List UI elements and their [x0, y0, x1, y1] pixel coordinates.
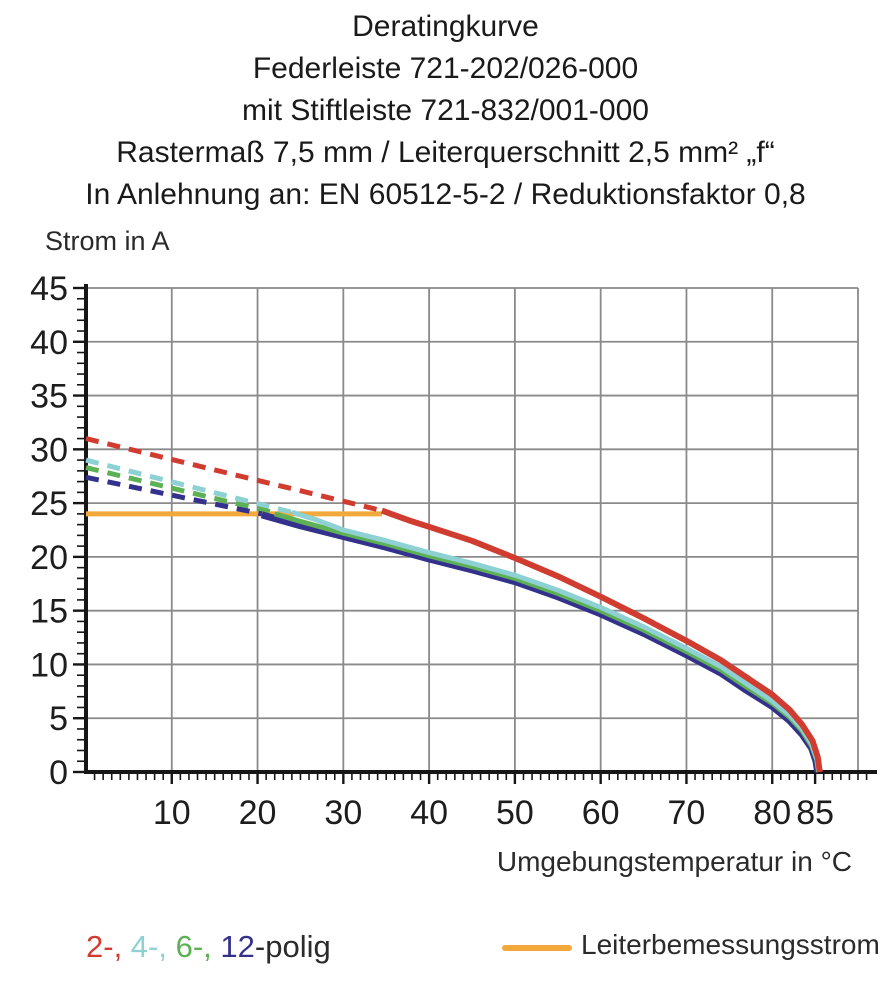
x-tick-label: 70	[667, 794, 706, 832]
title-line: Rastermaß 7,5 mm / Leiterquerschnitt 2,5 mm² „f“	[116, 136, 775, 169]
y-tick-label: 20	[30, 538, 68, 577]
legend-segment: 6-,	[166, 929, 212, 964]
title-line: Federleiste 721-202/026-000	[252, 52, 639, 85]
x-tick-label: 60	[581, 794, 620, 832]
x-tick-label: 40	[410, 794, 449, 832]
y-tick-label: 40	[30, 323, 68, 362]
title-line: In Anlehnung an: EN 60512-5-2 / Reduktionsfaktor 0,8	[85, 178, 806, 211]
rated-current-swatch	[502, 945, 572, 951]
x-tick-label: 20	[238, 794, 277, 832]
y-tick-label: 30	[30, 431, 68, 470]
rated-current-label: Leiterbemessungsstrom	[581, 929, 880, 960]
y-tick-label: 25	[30, 485, 68, 524]
x-tick-label: 80	[753, 794, 792, 832]
y-tick-label: 0	[49, 754, 68, 792]
series-6-polig-dashed	[86, 468, 275, 513]
y-tick-label: 35	[30, 377, 68, 416]
legend-poles	[86, 929, 331, 965]
series-4-polig	[292, 512, 819, 772]
x-axis-title: Umgebungstemperatur in °C	[496, 846, 852, 877]
y-tick-label: 10	[30, 646, 68, 685]
legend-segment: -polig	[254, 929, 331, 964]
title-line: Deratingkurve	[352, 10, 539, 43]
y-axis-title: Strom in A	[45, 226, 170, 256]
legend-segment: 2-,	[86, 929, 123, 964]
x-tick-label: 50	[495, 794, 534, 832]
y-tick-label: 15	[30, 592, 68, 631]
y-tick-label: 5	[49, 700, 68, 739]
legend-segment: 12	[211, 929, 255, 964]
series-6-polig	[275, 514, 819, 772]
x-tick-label: 30	[324, 794, 363, 832]
y-tick-label: 45	[30, 270, 68, 308]
legend-segment: 4-,	[122, 929, 167, 964]
x-tick-label: 85	[796, 794, 835, 832]
series-12-polig	[262, 515, 818, 772]
legend-row	[0, 929, 891, 979]
x-tick-label: 10	[152, 794, 191, 832]
title-line: mit Stiftleiste 721-832/001-000	[242, 94, 649, 127]
